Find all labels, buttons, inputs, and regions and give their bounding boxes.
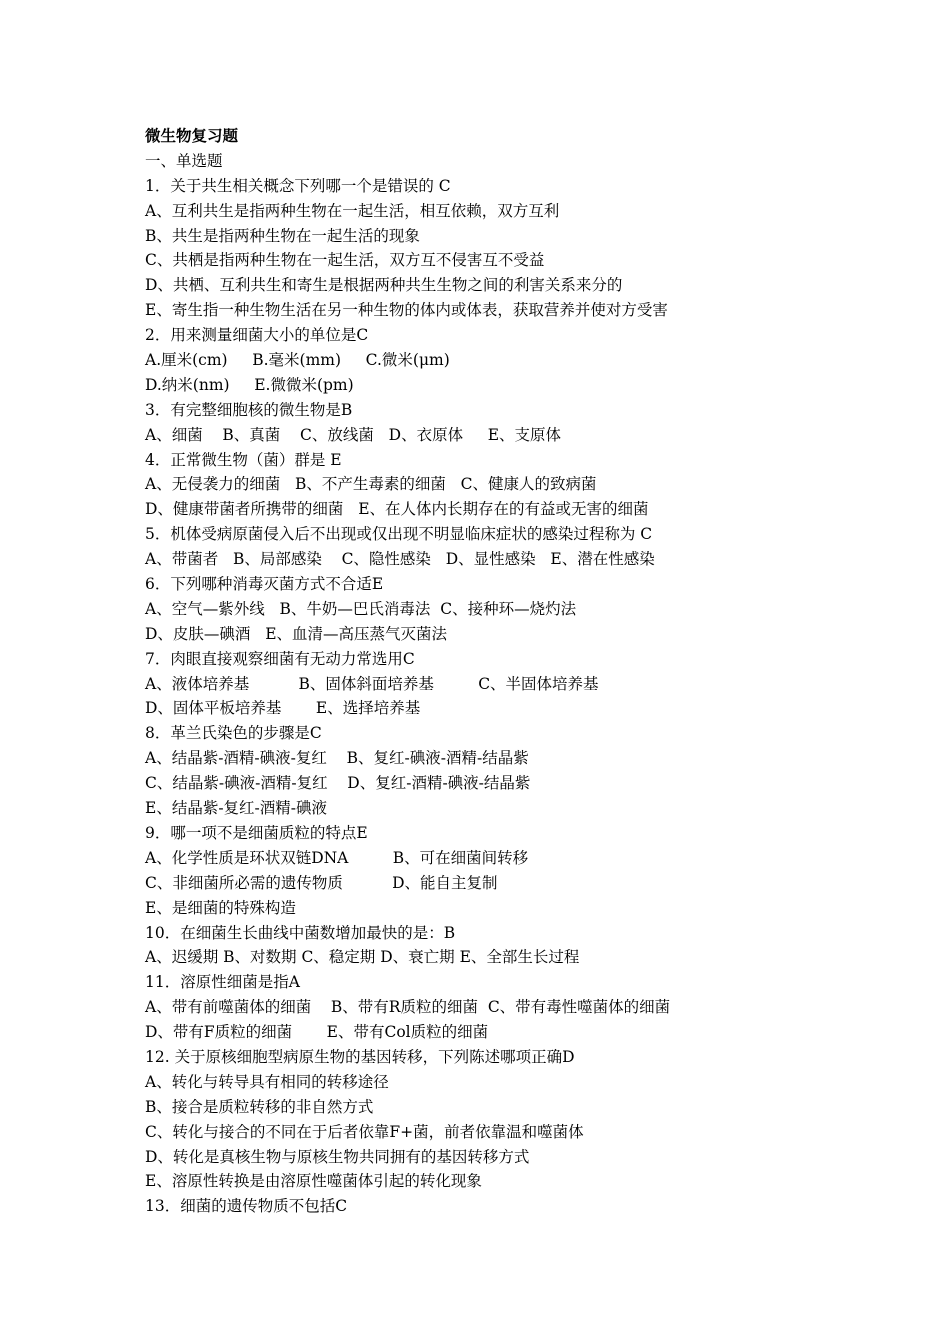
document-line: A、迟缓期 B、对数期 C、稳定期 D、衰亡期 E、全部生长过程 [145, 948, 580, 967]
document-line: 12. 关于原核细胞型病原生物的基因转移，下列陈述哪项正确D [145, 1047, 575, 1066]
document-line: D、健康带菌者所携带的细菌 E、在人体内长期存在的有益或无害的细菌 [145, 500, 649, 519]
document-line: 4．正常微生物（菌）群是 E [145, 450, 342, 469]
document-line: D、转化是真核生物与原核生物共同拥有的基因转移方式 [145, 1147, 530, 1166]
document-line: 1．关于共生相关概念下列哪一个是错误的 C [145, 176, 451, 195]
document-line: 6．下列哪种消毒灭菌方式不合适E [145, 575, 384, 594]
document-line: 3．有完整细胞核的微生物是B [145, 400, 353, 419]
document-line: 10．在细菌生长曲线中菌数增加最快的是：B [145, 923, 456, 942]
document-line: B、共生是指两种生物在一起生活的现象 [145, 226, 420, 245]
document-line: A、带有前噬菌体的细菌 B、带有R质粒的细菌 C、带有毒性噬菌体的细菌 [145, 998, 671, 1017]
document-line: D.纳米(nm) E.微微米(pm) [145, 375, 354, 394]
document-line: A、细菌 B、真菌 C、放线菌 D、衣原体 E、支原体 [145, 425, 562, 444]
document-line: 一、单选题 [145, 151, 223, 170]
document-line: 13．细菌的遗传物质不包括C [145, 1197, 348, 1216]
document-line: 8．革兰氏染色的步骤是C [145, 724, 322, 743]
document-body [145, 149, 845, 1219]
document-line: 2．用来测量细菌大小的单位是C [145, 326, 369, 345]
document-line: 5．机体受病原菌侵入后不出现或仅出现不明显临床症状的感染过程称为 C [145, 525, 653, 544]
document-title: 微生物复习题 [145, 126, 239, 145]
document-line: E、是细菌的特殊构造 [145, 898, 296, 917]
document-line: D、带有F质粒的细菌 E、带有Col质粒的细菌 [145, 1023, 489, 1042]
document-line: A.厘米(cm) B.毫米(mm) C.微米(μm) [145, 351, 450, 370]
document-line: A、液体培养基 B、固体斜面培养基 C、半固体培养基 [145, 674, 599, 693]
document-line: C、转化与接合的不同在于后者依靠F+菌，前者依靠温和噬菌体 [145, 1122, 584, 1141]
document-line: E、结晶紫-复红-酒精-碘液 [145, 799, 328, 818]
document-line: A、互利共生是指两种生物在一起生活，相互依赖，双方互利 [145, 201, 560, 220]
document-line: C、共栖是指两种生物在一起生活，双方互不侵害互不受益 [145, 251, 545, 270]
document-line: D、皮肤—碘酒 E、血清—高压蒸气灭菌法 [145, 624, 448, 643]
document-line: A、转化与转导具有相同的转移途径 [145, 1072, 389, 1091]
document-line: A、空气—紫外线 B、牛奶—巴氏消毒法 C、接种环—烧灼法 [145, 599, 577, 618]
document-line: A、带菌者 B、局部感染 C、隐性感染 D、显性感染 E、潜在性感染 [145, 550, 655, 569]
document-line: 11．溶原性细菌是指A [145, 973, 300, 992]
document-line: B、接合是质粒转移的非自然方式 [145, 1097, 374, 1116]
document-line: D、固体平板培养基 E、选择培养基 [145, 699, 421, 718]
document-page [145, 124, 845, 1219]
document-line: 7．肉眼直接观察细菌有无动力常选用C [145, 649, 415, 668]
document-line: A、无侵袭力的细菌 B、不产生毒素的细菌 C、健康人的致病菌 [145, 475, 597, 494]
document-line: A、结晶紫-酒精-碘液-复红 B、复红-碘液-酒精-结晶紫 [145, 749, 529, 768]
document-line: E、寄生指一种生物生活在另一种生物的体内或体表，获取营养并使对方受害 [145, 301, 668, 320]
document-line: 9．哪一项不是细菌质粒的特点E [145, 823, 368, 842]
document-line: C、非细菌所必需的遗传物质 D、能自主复制 [145, 873, 498, 892]
document-line: C、结晶紫-碘液-酒精-复红 D、复红-酒精-碘液-结晶紫 [145, 774, 531, 793]
document-line: A、化学性质是环状双链DNA B、可在细菌间转移 [145, 848, 529, 867]
document-line: D、共栖、互利共生和寄生是根据两种共生生物之间的利害关系来分的 [145, 276, 623, 295]
document-line: E、溶原性转换是由溶原性噬菌体引起的转化现象 [145, 1172, 482, 1191]
